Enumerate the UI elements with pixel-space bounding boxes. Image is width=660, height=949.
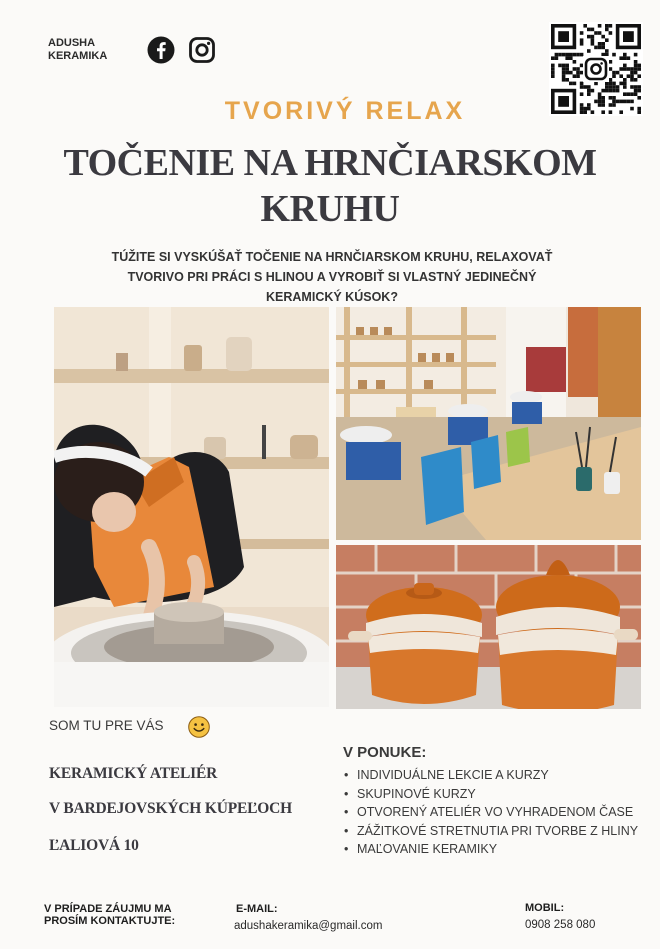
intro-line-2: TVORIVO PRI PRÁCI S HLINOU A VYROBIŤ SI VLASTNÝ JEDINEČNÝ (127, 270, 537, 284)
mobile-label: MOBIL: (525, 902, 565, 914)
contact-label (44, 903, 175, 927)
photo-ceramic-pots (336, 545, 641, 709)
brand-line-1: ADUSHA (48, 37, 96, 49)
offer-item: • MAĽOVANIE KERAMIKY (342, 840, 638, 859)
photo-potter-at-wheel (54, 307, 329, 707)
smiley-icon (188, 716, 210, 738)
mobile-number[interactable]: 0908 258 080 (525, 919, 596, 931)
facebook-icon[interactable] (147, 36, 175, 64)
offer-item: • ZÁŽITKOVÉ STRETNUTIA PRI TVORBE Z HLINY (342, 822, 638, 841)
offer-list (342, 766, 638, 859)
email-link[interactable]: adushakeramika@gmail.com (234, 920, 383, 932)
address-line-1: KERAMICKÝ ATELIÉR (49, 765, 218, 782)
instagram-icon[interactable] (188, 36, 216, 64)
offer-item: • OTVORENÝ ATELIÉR VO VYHRADENOM ČASE (342, 803, 638, 822)
tagline: TVORIVÝ RELAX (224, 97, 466, 125)
offer-item: • INDIVIDUÁLNE LEKCIE A KURZY (342, 766, 638, 785)
offer-heading: V PONUKE: (343, 744, 427, 761)
email-label: E-MAIL: (236, 903, 278, 915)
offer-item: • SKUPINOVÉ KURZY (342, 785, 638, 804)
qr-instagram-icon (583, 56, 609, 82)
contact-label-line-2: PROSÍM KONTAKTUJTE: (44, 915, 176, 927)
title-line-1: TOČENIE NA HRNČIARSKOM (63, 142, 597, 184)
photo-studio-interior (336, 307, 641, 540)
page-title (30, 140, 630, 232)
intro-line-1: TÚŽITE SI VYSKÚŠAŤ TOČENIE NA HRNČIARSKOM KRUHU, RELAXOVAŤ (111, 250, 553, 264)
address-line-2: V BARDEJOVSKÝCH KÚPEĽOCH (49, 800, 292, 817)
som-tu-text: SOM TU PRE VÁS (49, 718, 164, 733)
contact-label-line-1: V PRÍPADE ZÁUJMU MA (44, 903, 172, 915)
brand-name (48, 37, 107, 63)
brand-line-2: KERAMIKA (48, 50, 108, 62)
title-line-2: KRUHU (260, 188, 400, 230)
address-line-3: ĽALIOVÁ 10 (49, 837, 139, 854)
intro-text (90, 247, 574, 307)
intro-line-3: KERAMICKÝ KÚSOK? (266, 290, 398, 304)
